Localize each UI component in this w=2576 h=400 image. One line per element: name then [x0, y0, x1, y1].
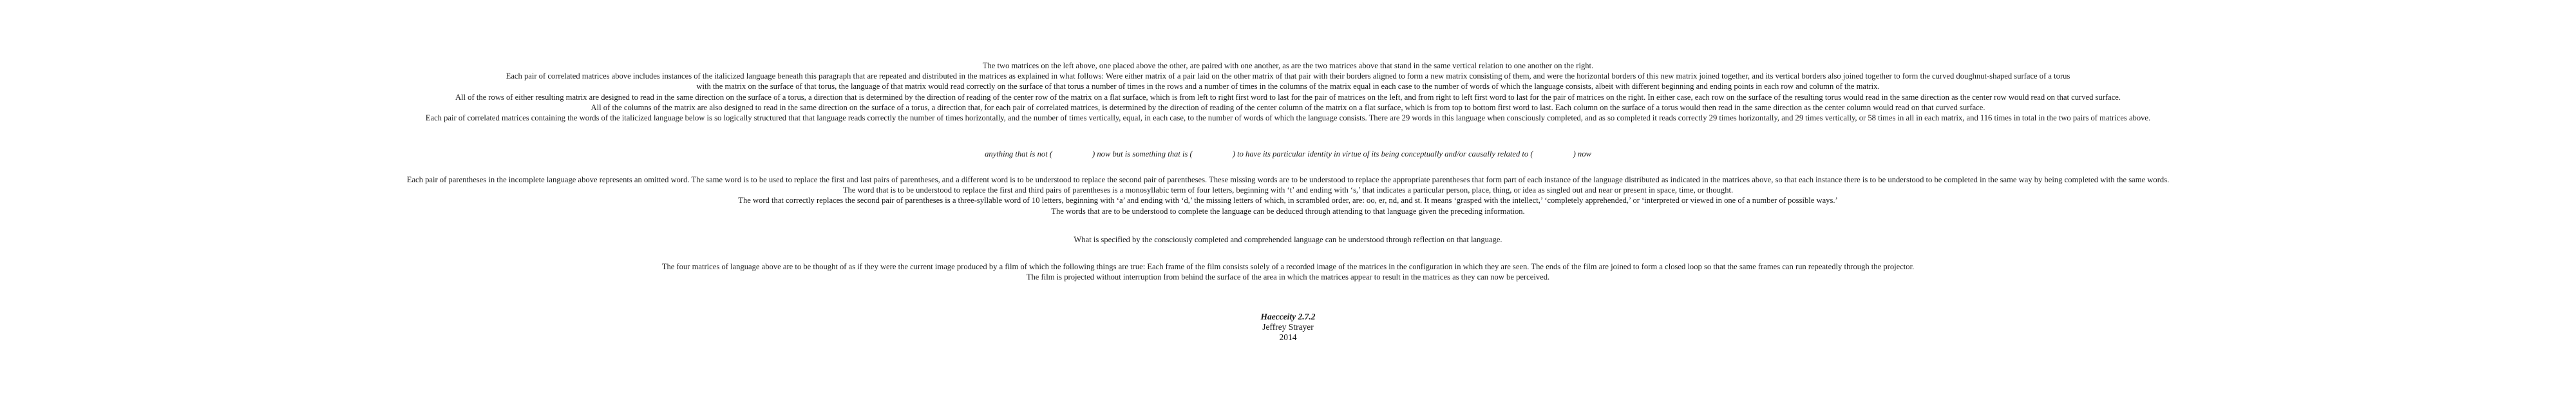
phrase-part-4: ) now	[1573, 149, 1591, 158]
author-name: Jeffrey Strayer	[1262, 322, 1314, 332]
description-line-6: Each pair of correlated matrices containing the words of the italicized language below is so logically structured that that language reads correctly the number of times horizontally, and the number of times vertically, equal, in each case, to the number of words of which the language consists. There are 29 words in this language when consciously completed, and as so completed it reads correctly 29 times horizontally, and 29 times vertically, or 58 times in all in each matrix, and 116 times in total in the two pairs of matrices above.	[425, 113, 2151, 123]
work-year: 2014	[1279, 332, 1297, 342]
phrase-part-2: ) now but is something that is (	[1092, 149, 1193, 158]
phrase-part-1: anything that is not (	[985, 149, 1053, 158]
instructions-paragraph	[0, 175, 2576, 216]
specified-paragraph	[0, 234, 2576, 245]
signature	[0, 312, 2576, 343]
instructions-line-2: The word that is to be understood to replace the first and third pairs of parentheses is a monosyllabic term of four letters, beginning with ‘t’ and ending with ‘s,’ that indicates a particular person, place, thing, or idea as singled out and near or present in space, time, or thought.	[842, 186, 1734, 195]
instructions-line-3: The word that correctly replaces the second pair of parentheses is a three-syllable word of 10 letters, beginning with ‘a’ and ending with ‘d,’ the missing letters of which, in scrambled order, are: oo, er, nd, and st. It means ‘grasped with the intellect,’ ‘completely apprehended,’ or ‘interpreted or viewed in one of a number of possible ways.’	[738, 196, 1838, 205]
film-paragraph	[0, 262, 2576, 282]
description-line-1: The two matrices on the left above, one placed above the other, are paired with one another, as are the two matrices above that stand in the same vertical relation to one another on the right.	[982, 61, 1594, 70]
instructions-line-4: The words that are to be understood to complete the language can be deduced through attending to that language given the preceding information.	[1051, 206, 1525, 216]
specified-line: What is specified by the consciously completed and comprehended language can be understood through reflection on that language.	[1074, 235, 1502, 244]
work-title: Haecceity 2.7.2	[1260, 312, 1316, 321]
description-line-5: All of the columns of the matrix are also designed to read in the same direction on the surface of a torus, a direction that, for each pair of correlated matrices, is determined by the direction of reading of the center column of the matrix on a flat surface, which is from top to bottom first word to last. Each column on the surface of a torus would then read in the same direction as the center column would read on that curved surface.	[591, 102, 1985, 112]
description-line-3: with the matrix on the surface of that torus, the language of that matrix would read correctly on the surface of that torus a number of times in the rows and a number of times in the columns of the matrix equal in each case to the number of words of which the language consists, albeit with different beginning and ending points in each row and column of the matrix.	[696, 82, 1880, 91]
italic-phrase	[0, 149, 2576, 159]
phrase-part-3: ) to have its particular identity in virtue of its being conceptually and/or causally related to (	[1232, 149, 1533, 158]
film-line-1: The four matrices of language above are to be thought of as if they were the current image produced by a film of which the following things are true: Each frame of the film consists solely of a recorded image of the matrices in the configuration in which they are seen. The ends of the film are joined to form a closed loop so that the same frames can run repeatedly through the projector.	[661, 262, 1915, 271]
description-paragraph	[0, 61, 2576, 123]
film-line-2: The film is projected without interruption from behind the surface of the area in which the matrices appear to result in the matrices as they can now be perceived.	[1026, 272, 1550, 282]
description-line-4: All of the rows of either resulting matrix are designed to read in the same direction on the surface of a torus, a direction that is determined by the direction of reading of the center row of the matrix on a flat surface, which is from left to right first word to last for the pair of matrices on the left, and from right to left first word to last for the pair of matrices on the right. In either case, each row on the surface of the resulting torus would read in the same direction as the center row would read on that curved surface.	[455, 92, 2121, 102]
instructions-line-1: Each pair of parentheses in the incomplete language above represents an omitted word. The same word is to be used to replace the first and last pairs of parentheses, and a different word is to be understood to replace the second pair of parentheses. These missing words are to be understood to replace the appropriate parentheses that form part of each instance of the language distributed as indicated in the matrices above, so that each instance there is to be understood to be completed in the same way by being completed with the same words.	[406, 175, 2170, 184]
description-line-2: Each pair of correlated matrices above includes instances of the italicized language beneath this paragraph that are repeated and distributed in the matrices as explained in what follows: Were either matrix of a pair laid on the other matrix of that pair with their borders aligned to form a new matrix consisting of them, and were the horizontal borders of this new matrix joined together, and its vertical borders also joined together to form the curved doughnut-shaped surface of a torus	[506, 71, 2070, 81]
